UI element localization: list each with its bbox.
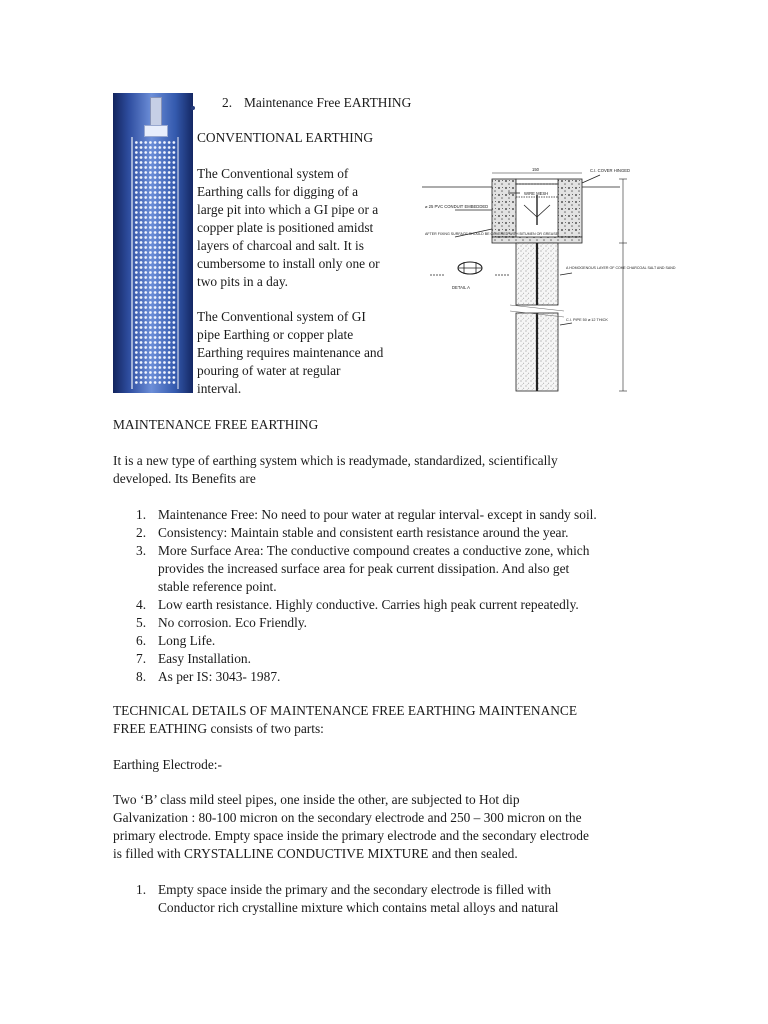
text-caps: CRYSTALLINE CONDUCTIVE MIXTURE: [184, 846, 429, 861]
list-item: [136, 668, 676, 686]
text-caps: FREE EATHING: [113, 721, 208, 736]
chamber-wall-left: [492, 179, 516, 237]
label-conduit: ⌀ 25 PVC CONDUIT EMBEDDED: [425, 204, 489, 209]
text-line: pipe Earthing or copper plate: [197, 327, 354, 342]
text-line: The Conventional system of: [197, 166, 349, 181]
text-line: As per IS: 3043- 1987.: [158, 669, 281, 684]
list-number: 1.: [136, 882, 147, 897]
text-line: More Surface Area: The conductive compound creates a conductive zone, which: [158, 543, 590, 558]
list-item: [136, 524, 676, 542]
text-line: interval.: [197, 381, 242, 396]
list-item: [136, 881, 676, 917]
list-item: [136, 632, 676, 650]
label-funnel: AFTER FIXING SURFACE SHOULD BE COVERED WITH BITUMEN OR GREASE: [425, 232, 558, 236]
label-dim-top: 150: [532, 167, 539, 172]
text-line: cumbersome to install only one or: [197, 256, 380, 271]
electrode-tube-edge: [177, 137, 179, 389]
text-line: TECHNICAL DETAILS OF MAINTENANCE FREE EARTHING MAINTENANCE: [113, 703, 578, 718]
label-mesh: WIRE MESH: [524, 191, 549, 196]
electrode-para: [113, 791, 589, 863]
text-line: Galvanization : 80-100 micron on the secondary electrode and 250 – 300 micron on the: [113, 810, 582, 825]
text-line: Earthing calls for digging of a: [197, 184, 359, 199]
label-pipe: C.I. PIPE 50 ⌀ 12 THICK: [566, 318, 608, 322]
text-line: provides the increased surface area for peak current dissipation. And also get: [158, 561, 570, 576]
list-number: 4.: [136, 597, 147, 612]
label-detail: DETAIL A: [452, 285, 470, 290]
electrode-photo: [113, 93, 193, 393]
text-line: primary electrode. Empty space inside the primary electrode and the secondary electrode: [113, 828, 589, 843]
list-item: [136, 614, 676, 632]
text-line: Maintenance Free: No need to pour water at regular interval- except in sandy soil.: [158, 507, 597, 522]
list-item: [136, 542, 676, 596]
label-coke: A HOMOGENOUS LAYER OF COKE CHARCOAL SALT AND SAND: [566, 266, 676, 270]
text-line: Easy Installation.: [158, 651, 251, 666]
electrode-lug: [150, 97, 162, 127]
page-title: Maintenance Free EARTHING: [244, 95, 412, 110]
text-line: It is a new type of earthing system which is readymade, standardized, scientifically: [113, 453, 558, 468]
text-line: Two ‘B’ class mild steel pipes, one inside the other, are subjected to Hot dip: [113, 792, 520, 807]
text-line: Low earth resistance. Highly conductive. Carries high peak current repeatedly.: [158, 597, 579, 612]
mfe-intro: [113, 452, 558, 488]
text-post: and then sealed.: [428, 846, 518, 861]
text-line: [113, 845, 589, 863]
text-line: two pits in a day.: [197, 274, 288, 289]
text-line: Long Life.: [158, 633, 216, 648]
text-line: developed. Its Benefits are: [113, 471, 256, 486]
list-item: [136, 506, 676, 524]
earthing-pit-diagram: [420, 165, 676, 395]
list-number: 7.: [136, 651, 147, 666]
list-number: 8.: [136, 669, 147, 684]
text-line: copper plate is positioned amidst: [197, 220, 374, 235]
text-line: [113, 720, 577, 738]
list-number: 5.: [136, 615, 147, 630]
text-pre: is filled with: [113, 846, 185, 861]
chamber-wall-right: [558, 179, 582, 237]
list-item: [136, 650, 676, 668]
list-number: 2.: [136, 525, 147, 540]
text-line: stable reference point.: [158, 579, 277, 594]
lug-hole: [191, 106, 195, 110]
electrode-perforations: [134, 140, 176, 386]
conventional-para-1: [197, 165, 380, 291]
section-number: 2.: [222, 95, 233, 110]
chamber-cover: [516, 179, 558, 184]
conventional-heading: CONVENTIONAL EARTHING: [197, 130, 374, 145]
electrode-tube-edge: [131, 137, 133, 389]
list-number: 3.: [136, 543, 147, 558]
text-line: The Conventional system of GI: [197, 309, 366, 324]
technical-heading: [113, 702, 577, 738]
text-line: Conductor rich crystalline mixture which contains metal alloys and natural: [158, 900, 559, 915]
list-item: [136, 596, 676, 614]
text-line: Empty space inside the primary and the secondary electrode is filled with: [158, 882, 552, 897]
conventional-para-2: [197, 308, 383, 398]
text-line: large pit into which a GI pipe or a: [197, 202, 379, 217]
text-line: Earthing requires maintenance and: [197, 345, 384, 360]
list-number: 1.: [136, 507, 147, 522]
label-cover: C.I. COVER HINGED: [590, 168, 631, 173]
text-line: No corrosion. Eco Friendly.: [158, 615, 308, 630]
electrode-list: [136, 881, 676, 917]
text-line: pouring of water at regular: [197, 363, 341, 378]
text-line: layers of charcoal and salt. It is: [197, 238, 364, 253]
electrode-heading: Earthing Electrode:-: [113, 757, 222, 772]
chamber-base: [492, 237, 582, 243]
text-line: Consistency: Maintain stable and consistent earth resistance around the year.: [158, 525, 569, 540]
list-number: 6.: [136, 633, 147, 648]
electrode-cap: [144, 125, 168, 137]
text-rest: consists of two parts:: [207, 721, 324, 736]
benefits-list: [136, 506, 676, 686]
mfe-heading: MAINTENANCE FREE EARTHING: [113, 417, 319, 432]
